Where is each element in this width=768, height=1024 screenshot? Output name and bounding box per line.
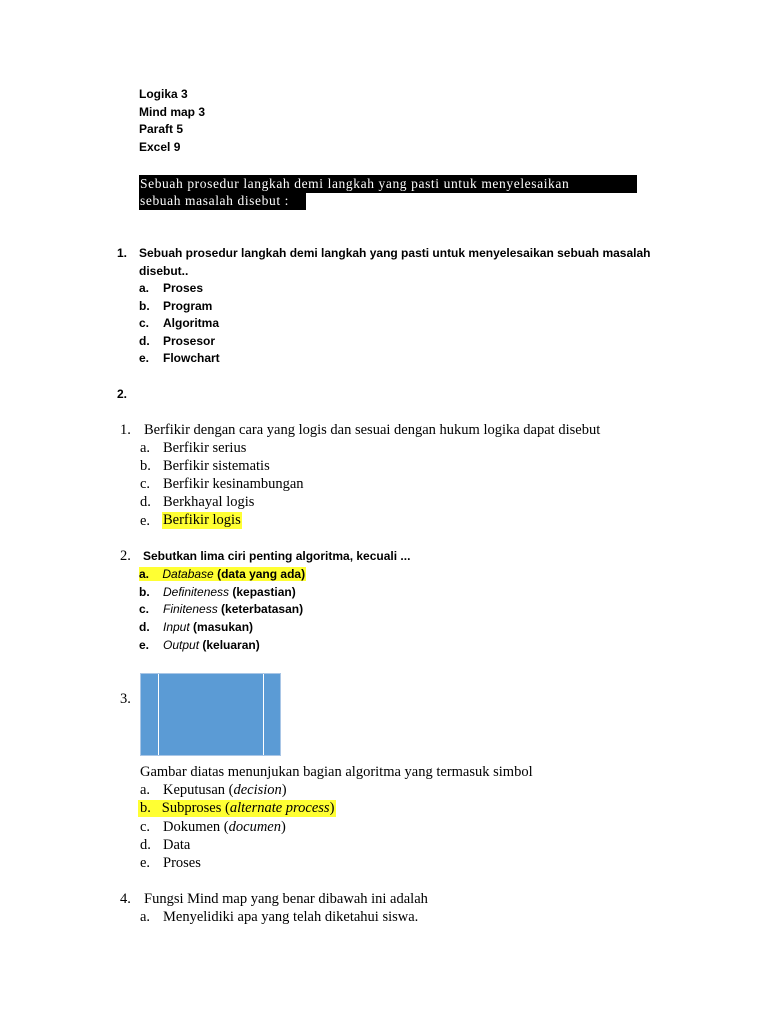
- question-text: Sebutkan lima ciri penting algoritma, kecuali ...: [143, 549, 411, 563]
- option-gloss: (keluaran): [199, 638, 260, 652]
- option-highlighted: [139, 567, 306, 581]
- option-letter: a.: [140, 440, 151, 456]
- option-letter: b.: [139, 299, 150, 313]
- option-gloss: (masukan): [189, 620, 254, 634]
- header-line-paraft: Paraft 5: [139, 122, 184, 136]
- option-text: Program: [163, 299, 213, 313]
- header-line-logika: Logika 3: [139, 87, 188, 101]
- option-text: Dokumen (documen): [163, 819, 286, 835]
- option-letter: a.: [140, 909, 151, 925]
- option-gloss: (keterbatasan): [217, 602, 304, 616]
- question-number: 2.: [117, 387, 128, 401]
- option-text: Proses: [163, 281, 204, 295]
- question-number: 2.: [120, 548, 131, 564]
- option-letter: c.: [140, 819, 151, 835]
- question-text: Gambar diatas menunjukan bagian algoritma yang termasuk simbol: [140, 764, 533, 780]
- option-letter: d.: [140, 837, 151, 853]
- option-text: Prosesor: [163, 334, 216, 348]
- question-number: 1.: [120, 422, 131, 438]
- option-letter: d.: [139, 334, 150, 348]
- question-number: 1.: [117, 246, 128, 260]
- option-letter: c.: [139, 316, 150, 330]
- predefined-process-symbol: [140, 673, 281, 756]
- option-letter: c.: [140, 476, 151, 492]
- option-gloss: (kepastian): [229, 585, 296, 599]
- option-letter: d.: [140, 494, 151, 510]
- option-text: Berfikir sistematis: [163, 458, 270, 474]
- option-text: Menyelidiki apa yang telah diketahui siswa.: [163, 909, 419, 925]
- option-term: Definiteness: [163, 585, 230, 599]
- option-letter: b.: [140, 800, 151, 816]
- option-highlighted: b. Subproses (alternate process): [140, 800, 335, 816]
- option-text: [163, 602, 303, 616]
- question-number: 3.: [120, 691, 131, 707]
- option-letter: b.: [140, 458, 151, 474]
- option-text: [163, 620, 253, 634]
- symbol-inner-line-left: [158, 674, 159, 755]
- option-text-highlighted: Berfikir logis: [163, 512, 241, 528]
- option-term: Finiteness: [163, 602, 218, 616]
- option-letter: a.: [139, 567, 150, 581]
- option-letter: c.: [139, 602, 150, 616]
- option-text: [163, 638, 260, 652]
- option-term: Input: [163, 620, 190, 634]
- option-text: Flowchart: [163, 351, 220, 365]
- option-text: Berfikir kesinambungan: [163, 476, 304, 492]
- option-text: Proses: [163, 855, 201, 871]
- option-letter: a.: [139, 281, 150, 295]
- option-letter: a.: [140, 782, 151, 798]
- option-text: Berkhayal logis: [163, 494, 255, 510]
- question-text: Sebuah prosedur langkah demi langkah yang pasti untuk menyelesaikan sebuah masalah: [139, 246, 651, 260]
- option-letter: e.: [139, 351, 150, 365]
- header-line-excel: Excel 9: [139, 140, 181, 154]
- question-number: 4.: [120, 891, 131, 907]
- option-letter: e.: [139, 638, 150, 652]
- option-text: Algoritma: [163, 316, 220, 330]
- symbol-inner-line-right: [263, 674, 264, 755]
- option-text: Data: [163, 837, 191, 853]
- option-letter: e.: [140, 513, 151, 529]
- highlighted-text-line-1: Sebuah prosedur langkah demi langkah yang pasti untuk menyelesaikan: [139, 175, 637, 193]
- option-letter: d.: [139, 620, 150, 634]
- highlighted-text-line-2: sebuah masalah disebut :: [139, 192, 306, 210]
- option-text: [163, 585, 296, 599]
- option-gloss: (data yang ada): [213, 567, 306, 581]
- question-text-cont: disebut..: [139, 264, 189, 278]
- option-letter: e.: [140, 855, 151, 871]
- header-line-mindmap: Mind map 3: [139, 105, 206, 119]
- option-letter: b.: [139, 585, 150, 599]
- option-text: Keputusan (decision): [163, 782, 287, 798]
- option-term: Output: [163, 638, 200, 652]
- option-text: Berfikir serius: [163, 440, 247, 456]
- question-text: Berfikir dengan cara yang logis dan sesuai dengan hukum logika dapat disebut: [144, 422, 601, 438]
- question-text: Fungsi Mind map yang benar dibawah ini adalah: [144, 891, 428, 907]
- option-term: Database: [162, 567, 214, 581]
